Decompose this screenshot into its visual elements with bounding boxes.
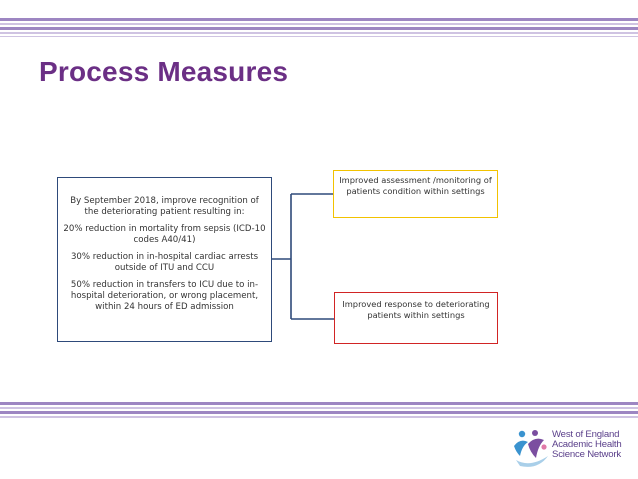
logo-line-1: West of England <box>552 429 620 440</box>
logo-line-2: Academic Health <box>552 439 622 450</box>
logo-line-3: Science Network <box>552 449 621 460</box>
page-title: Process Measures <box>39 56 289 87</box>
outcome-box-monitoring: Improved assessment /monitoring of patients condition within settings <box>333 170 498 218</box>
outcome-box-response: Improved response to deteriorating patients within settings <box>334 292 498 344</box>
objective-line-icu: 50% reduction in transfers to ICU due to in-hospital deterioration, or wrong placement, within 24 hours of ED admission <box>70 280 259 312</box>
organization-logo <box>552 430 622 460</box>
objective-line-sepsis: 20% reduction in mortality from sepsis (ICD-10 codes A40/41) <box>63 224 266 245</box>
objective-line-intro: By September 2018, improve recognition of the deteriorating patient resulting in: <box>70 196 259 217</box>
objective-line-cardiac: 30% reduction in in-hospital cardiac arrests outside of ITU and CCU <box>70 252 259 273</box>
